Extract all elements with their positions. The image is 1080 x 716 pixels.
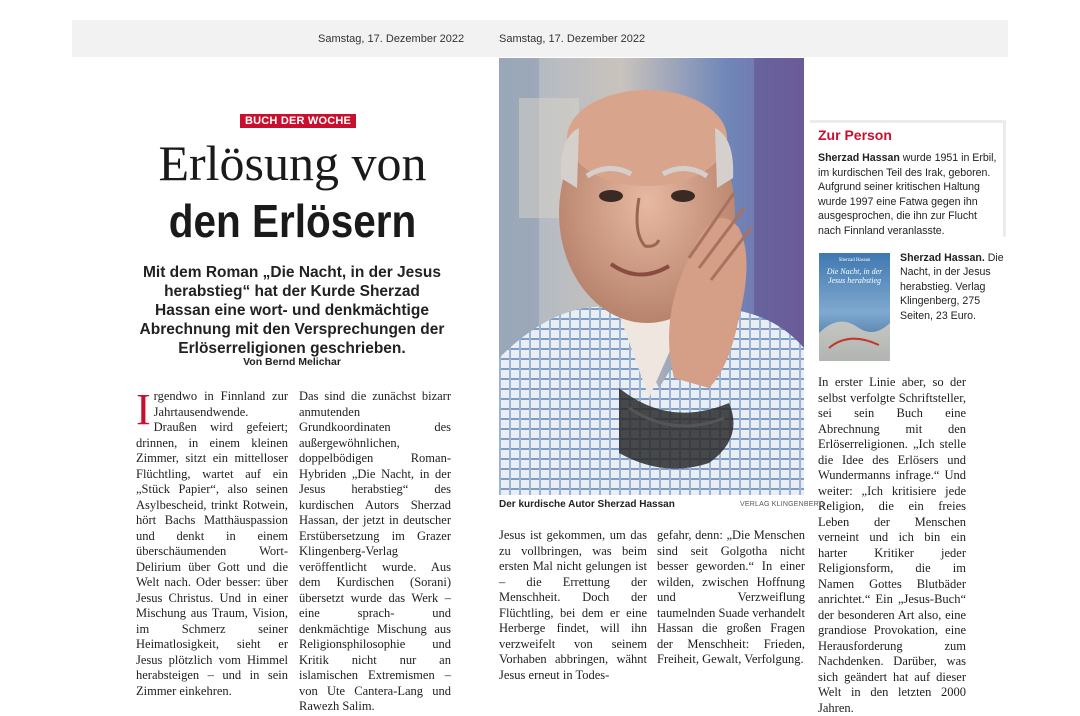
book-cover	[819, 253, 890, 361]
headline-line-2: den Erlösern	[168, 195, 417, 247]
article-deck: Mit dem Roman „Die Nacht, in der Jesus herabstieg“ hat der Kurde Sherzad Hassan eine wort- und denkmächtige Abrechnung mit den Versprechungen der Erlöserreligionen geschrieben.	[139, 264, 445, 357]
drop-cap: I	[136, 385, 151, 434]
column-1-text: rgendwo in Finnland zur Jahrtausendwende. Draußen wird gefeiert; drinnen, in einem kleinen Zimmer, sitzt ein mittelloser Flüchtling, wartet auf ein „Stück Papier“, also seinen Asylbescheid, trinkt Rotwein, hört Bachs Matthäuspassion und denkt in einem überschäumenden Wort-Delirium über Gott und die Welt nach. Oder besser: über Jesus Christus. Und in einer Mischung aus Traum, Vision, im Schmerz seiner Heimatlosigkeit, sieht er Jesus plötzlich vom Himmel herabsteigen – und in sein Zimmer einkehren.	[136, 389, 288, 698]
book-info	[900, 251, 1005, 323]
zur-person-bio	[818, 151, 997, 238]
photo-caption: Der kurdische Autor Sherzad Hassan	[499, 499, 675, 510]
book-details: Die Nacht, in der Jesus herabstieg. Verlag Klingenberg, 275 Seiten, 23 Euro.	[900, 252, 1004, 322]
headline-line-1: Erlösung von	[158, 135, 427, 191]
book-cover-author: Sherzad Hassan	[838, 258, 871, 263]
article-column-1	[136, 385, 288, 699]
photo-credit: VERLAG KLINGENBERG	[740, 501, 825, 508]
article-column-3: Jesus ist gekommen, um das zu vollbringen, was beim ersten Mal nicht gelungen ist – die Errettung der Menschheit. Doch der Flüchtling, bei dem er eine Herberge findet, will ihn verzweifelt von seinem Vorhaben abbringen, wähnt Jesus erneut in Todes-	[499, 528, 647, 682]
person-bio-text: wurde 1951 in Erbil, im kurdischen Teil des Irak, geboren. Aufgrund seiner kritischen Haltung wurde 1997 eine Fatwa gegen ihn ausgesprochen, die ihn zur Flucht nach Finnland veranlasste.	[818, 152, 997, 237]
author-photo	[499, 58, 804, 495]
person-name: Sherzad Hassan	[818, 152, 900, 164]
book-cover-title: Die Nacht, in der Jesus herabstieg	[826, 267, 883, 285]
section-kicker: BUCH DER WOCHE	[240, 114, 356, 128]
article-column-2: Das sind die zunächst bizarr anmutenden Grundkoordinaten des außergewöhnlichen, doppelbödigen Roman-Hybriden „Die Nacht, in der Jesus herabstieg“ des kurdischen Autors Sherzad Hassan, der jetzt in deutscher Erstübersetzung im Grazer Klingenberg-Verlag veröffentlicht wurde. Aus dem Kurdischen (Sorani) übersetzt wurde das Werk – eine sprach- und denkmächtige Mischung aus Religionsphilosophie und Kritik nicht nur an islamischen Extremismen – von Ute Cantera-Lang und Rawezh Salim.	[299, 389, 451, 713]
zur-person-title: Zur Person	[818, 127, 892, 143]
zur-person-box	[810, 120, 1006, 237]
book-author: Sherzad Hassan.	[900, 252, 985, 264]
article-column-5: In erster Linie aber, so der selbst verfolgte Schriftsteller, sei sein Buch eine Abrechnung mit den Erlöserreligionen. „Ich stelle die Idee des Erlösers und Wundermanns infrage.“ Und weiter: „Ich kritisiere jede Religion, die ein freies Leben der Menschen verneint und ich bin ein harter Kritiker jeder Religionsform, die im Namen Gottes Blutbäder anrichtet.“ Ein „Jesus-Buch“ der besonderen Art also, eine grandiose Provokation, eine Herausforderung zum Nachdenken. Darüber, was sich geändert hat auf dieser Welt in den letzten 2000 Jahren.	[818, 375, 966, 715]
byline: Von Bernd Melichar	[243, 356, 341, 368]
article-column-4: gefahr, denn: „Die Menschen sind seit Golgotha nicht besser geworden.“ In einer wilden, zwischen Hoffnung und Verzweiflung taumelnden Suade verhandelt Hassan die großen Fragen der Menschheit: Frieden, Freiheit, Gewalt, Verfolgung.	[657, 528, 805, 666]
page-date-left: Samstag, 17. Dezember 2022	[318, 33, 465, 45]
page-date-right: Samstag, 17. Dezember 2022	[499, 33, 646, 45]
